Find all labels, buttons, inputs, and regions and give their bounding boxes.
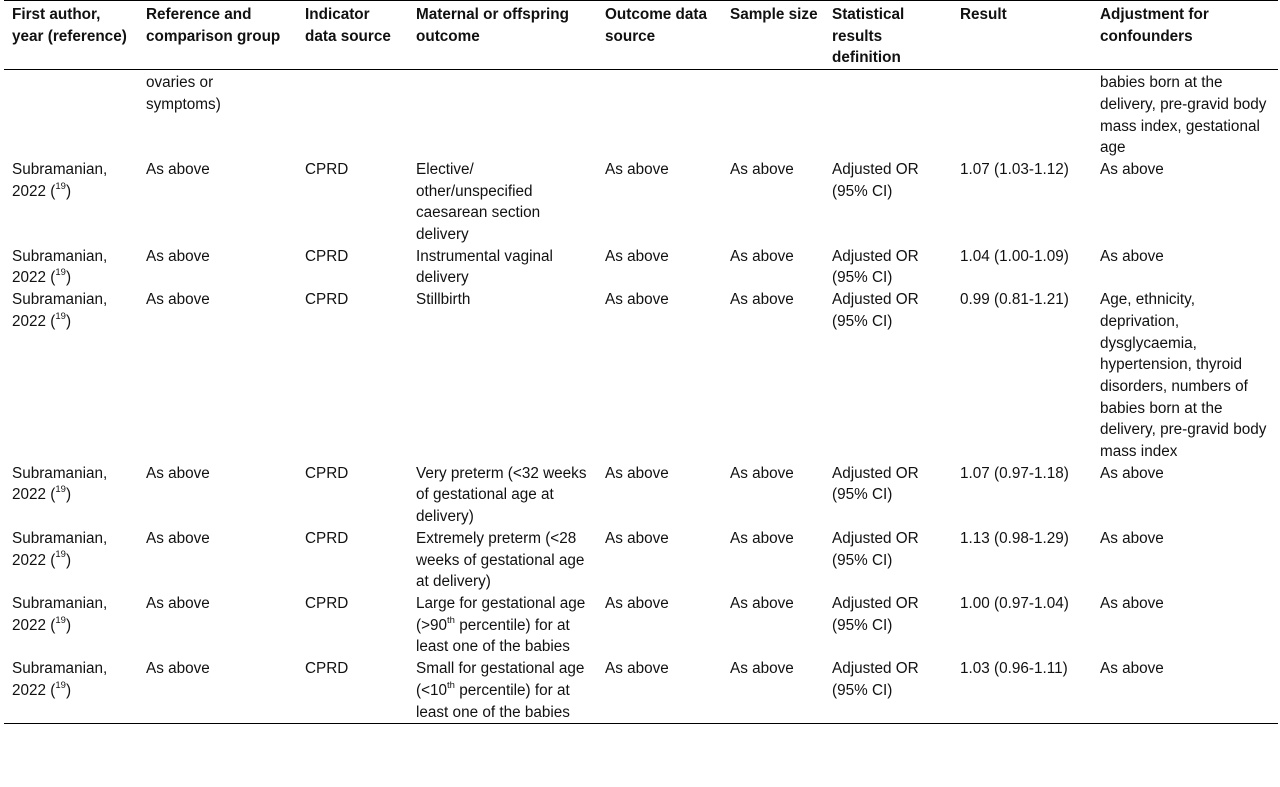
- cell-adjustment-text: Age, ethnicity, deprivation, dysglycaemia, hypertension, thyroid disorders, numbers of babies born at the delivery, pre-gravid body mass index: [1100, 291, 1267, 461]
- cell-reference-group-text: As above: [146, 291, 210, 309]
- cell-author-text: Subramanian, 2022 (: [12, 660, 108, 699]
- cell-adjustment-text: As above: [1100, 660, 1164, 678]
- cell-author-text: Subramanian, 2022 (: [12, 247, 108, 287]
- cell-outcome-source-text: As above: [605, 464, 669, 482]
- cell-outcome: [408, 593, 597, 658]
- cell-adjustment: [1092, 246, 1278, 289]
- cell-author-superscript: 19: [55, 614, 66, 626]
- cell-outcome-source: [597, 246, 722, 289]
- cell-outcome-text: Large for gestational age (>90: [416, 594, 586, 634]
- cell-outcome-superscript: th: [447, 679, 455, 691]
- cell-sample-size: [722, 463, 824, 528]
- cell-stat-definition-text: Adjusted OR (95% CI): [832, 160, 919, 200]
- cell-adjustment: [1092, 593, 1278, 658]
- table-row: [4, 159, 1278, 246]
- cell-indicator-source: [297, 593, 408, 658]
- cell-stat-definition: [824, 463, 952, 528]
- header-outcome: Maternal or offspring outcome: [408, 1, 597, 70]
- cell-author-text: Subramanian, 2022 (: [12, 160, 108, 200]
- cell-stat-definition: [824, 528, 952, 593]
- cell-sample-size: [722, 70, 824, 159]
- cell-adjustment-text: As above: [1100, 247, 1164, 265]
- cell-indicator-source-text: CPRD: [305, 464, 349, 482]
- cell-outcome-source-text: As above: [605, 660, 669, 678]
- cell-result: [952, 593, 1092, 658]
- cell-author-text: ): [65, 182, 72, 200]
- cell-indicator-source: [297, 70, 408, 159]
- cell-reference-group-text: As above: [146, 594, 210, 612]
- cell-indicator-source-text: CPRD: [305, 594, 349, 612]
- cell-stat-definition: [824, 70, 952, 159]
- cell-author: [4, 159, 138, 246]
- header-stat-definition: Statistical results definition: [824, 1, 952, 70]
- cell-result-text: 1.07 (1.03-1.12): [960, 160, 1069, 178]
- header-result: Result: [952, 1, 1092, 70]
- cell-sample-size-text: As above: [730, 660, 794, 678]
- cell-result-text: 1.03 (0.96-1.11): [960, 660, 1068, 678]
- cell-sample-size: [722, 528, 824, 593]
- cell-author-text: ): [65, 312, 72, 330]
- table-row: [4, 528, 1278, 593]
- cell-outcome: [408, 463, 597, 528]
- cell-adjustment: babies born at the delivery, pre-gravid body mass index, gestational age: [1100, 74, 1267, 157]
- cell-adjustment: [1092, 289, 1278, 463]
- table-row: [4, 246, 1278, 289]
- header-reference-group: Reference and comparison group: [138, 1, 297, 70]
- cell-indicator-source: [297, 159, 408, 246]
- cell-sample-size: [722, 658, 824, 724]
- cell-author: [4, 463, 138, 528]
- header-row: [4, 1, 1278, 70]
- cell-outcome-text: Stillbirth: [416, 291, 471, 309]
- cell-result-text: 1.07 (0.97-1.18): [960, 464, 1069, 482]
- cell-stat-definition-text: Adjusted OR (95% CI): [832, 464, 919, 504]
- header-adjustment: Adjustment for confounders: [1092, 1, 1278, 70]
- cell-indicator-source-text: CPRD: [305, 529, 349, 547]
- cell-sample-size-text: As above: [730, 464, 794, 482]
- cell-result-text: 0.99 (0.81-1.21): [960, 291, 1069, 309]
- cell-stat-definition-text: Adjusted OR (95% CI): [832, 594, 919, 634]
- cell-indicator-source-text: CPRD: [305, 660, 349, 678]
- cell-indicator-source-text: CPRD: [305, 160, 349, 178]
- table-row: [4, 289, 1278, 463]
- cell-sample-size-text: As above: [730, 160, 794, 178]
- cell-reference-group-text: As above: [146, 529, 210, 547]
- cell-outcome: [408, 289, 597, 463]
- cell-outcome-source: [597, 658, 722, 724]
- cell-result: [952, 463, 1092, 528]
- cell-author: [4, 289, 138, 463]
- cell-stat-definition: [824, 159, 952, 246]
- cell-author: [4, 593, 138, 658]
- table-row: [4, 463, 1278, 528]
- cell-author-text: ): [65, 486, 72, 504]
- cell-author-superscript: 19: [55, 267, 66, 279]
- cell-outcome-source: [597, 159, 722, 246]
- cell-outcome-text: Small for gestational age (<10: [416, 660, 585, 699]
- cell-reference-group-text: As above: [146, 464, 210, 482]
- cell-reference-group-text: As above: [146, 160, 210, 178]
- cell-author-text: Subramanian, 2022 (: [12, 464, 108, 504]
- cell-indicator-source-text: CPRD: [305, 247, 349, 265]
- cell-author-superscript: 19: [55, 679, 66, 691]
- cell-outcome: [408, 159, 597, 246]
- cell-sample-size-text: As above: [730, 247, 794, 265]
- cell-reference-group-text: As above: [146, 247, 210, 265]
- cell-outcome-source: [597, 528, 722, 593]
- cell-sample-size: [722, 246, 824, 289]
- cell-adjustment: [1092, 528, 1278, 593]
- cell-author: [4, 528, 138, 593]
- cell-indicator-source: [297, 289, 408, 463]
- cell-author: [4, 70, 138, 159]
- cell-outcome-source-text: As above: [605, 291, 669, 309]
- cell-reference-group: [138, 289, 297, 463]
- cell-sample-size: [722, 593, 824, 658]
- cell-reference-group: [138, 593, 297, 658]
- cell-result-text: 1.04 (1.00-1.09): [960, 247, 1069, 265]
- cell-adjustment-text: As above: [1100, 160, 1164, 178]
- cell-author-text: ): [65, 551, 72, 569]
- cell-reference-group: ovaries or symptoms): [146, 74, 221, 113]
- cell-outcome-text: Instrumental vaginal delivery: [416, 247, 553, 287]
- cell-author-superscript: 19: [55, 549, 66, 561]
- cell-reference-group-text: As above: [146, 660, 210, 678]
- cell-outcome-source: [597, 70, 722, 159]
- header-indicator-source: Indicator data source: [297, 1, 408, 70]
- cell-author: [4, 658, 138, 724]
- cell-result: [952, 70, 1092, 159]
- cell-indicator-source: [297, 463, 408, 528]
- continuation-row: [4, 70, 1278, 159]
- cell-outcome-source-text: As above: [605, 160, 669, 178]
- cell-stat-definition: [824, 289, 952, 463]
- cell-outcome-source: [597, 593, 722, 658]
- cell-outcome-text: percentile) for at least one of the babies: [416, 681, 570, 721]
- table-row: [4, 658, 1278, 724]
- cell-sample-size-text: As above: [730, 594, 794, 612]
- cell-stat-definition-text: Adjusted OR (95% CI): [832, 660, 919, 699]
- cell-indicator-source: [297, 658, 408, 724]
- cell-outcome: [408, 70, 597, 159]
- cell-outcome-source: [597, 463, 722, 528]
- cell-outcome-superscript: th: [447, 614, 455, 626]
- cell-author-text: Subramanian, 2022 (: [12, 291, 108, 330]
- cell-sample-size-text: As above: [730, 291, 794, 309]
- cell-outcome-text: percentile) for at least one of the babies: [416, 616, 570, 656]
- cell-outcome-source-text: As above: [605, 594, 669, 612]
- cell-outcome-source-text: As above: [605, 529, 669, 547]
- cell-reference-group: [138, 159, 297, 246]
- cell-reference-group: [138, 463, 297, 528]
- cell-sample-size: [722, 159, 824, 246]
- cell-reference-group: [138, 246, 297, 289]
- evidence-table: [4, 0, 1278, 724]
- cell-indicator-source-text: CPRD: [305, 291, 349, 309]
- cell-stat-definition: [824, 658, 952, 724]
- cell-outcome-text: Extremely preterm (<28 weeks of gestational age at delivery): [416, 529, 585, 591]
- cell-stat-definition-text: Adjusted OR (95% CI): [832, 247, 919, 287]
- cell-stat-definition: [824, 593, 952, 658]
- cell-indicator-source: [297, 528, 408, 593]
- cell-stat-definition-text: Adjusted OR (95% CI): [832, 291, 919, 330]
- header-sample-size: Sample size: [722, 1, 824, 70]
- cell-adjustment: [1092, 658, 1278, 724]
- cell-indicator-source: [297, 246, 408, 289]
- header-first-author: First author, year (reference): [4, 1, 138, 70]
- cell-outcome: [408, 658, 597, 724]
- cell-result: [952, 658, 1092, 724]
- cell-author-text: Subramanian, 2022 (: [12, 529, 108, 569]
- cell-outcome: [408, 246, 597, 289]
- cell-author-superscript: 19: [55, 180, 66, 192]
- cell-adjustment-text: As above: [1100, 529, 1164, 547]
- cell-adjustment: [1092, 463, 1278, 528]
- cell-sample-size-text: As above: [730, 529, 794, 547]
- cell-author-superscript: 19: [55, 310, 66, 322]
- cell-adjustment-text: As above: [1100, 594, 1164, 612]
- table-body: [4, 70, 1278, 724]
- cell-adjustment-text: As above: [1100, 464, 1164, 482]
- cell-adjustment: [1092, 159, 1278, 246]
- cell-author-text: ): [65, 269, 72, 287]
- cell-outcome-text: Very preterm (<32 weeks of gestational age at delivery): [416, 464, 587, 526]
- cell-result-text: 1.00 (0.97-1.04): [960, 594, 1069, 612]
- header-outcome-source: Outcome data source: [597, 1, 722, 70]
- cell-outcome-text: Elective/ other/unspecified caesarean section delivery: [416, 160, 541, 244]
- cell-outcome: [408, 528, 597, 593]
- cell-result: [952, 528, 1092, 593]
- cell-author-text: ): [65, 616, 72, 634]
- cell-stat-definition: [824, 246, 952, 289]
- cell-sample-size: [722, 289, 824, 463]
- cell-author-superscript: 19: [55, 484, 66, 496]
- table-header: [4, 1, 1278, 70]
- cell-result: [952, 159, 1092, 246]
- cell-outcome-source-text: As above: [605, 247, 669, 265]
- cell-reference-group: [138, 528, 297, 593]
- cell-author: [4, 246, 138, 289]
- cell-author-text: Subramanian, 2022 (: [12, 594, 108, 634]
- cell-result-text: 1.13 (0.98-1.29): [960, 529, 1069, 547]
- cell-outcome-source: [597, 289, 722, 463]
- cell-author-text: ): [65, 681, 72, 699]
- cell-result: [952, 246, 1092, 289]
- table-row: [4, 593, 1278, 658]
- cell-result: [952, 289, 1092, 463]
- cell-reference-group: [138, 658, 297, 724]
- cell-stat-definition-text: Adjusted OR (95% CI): [832, 529, 919, 569]
